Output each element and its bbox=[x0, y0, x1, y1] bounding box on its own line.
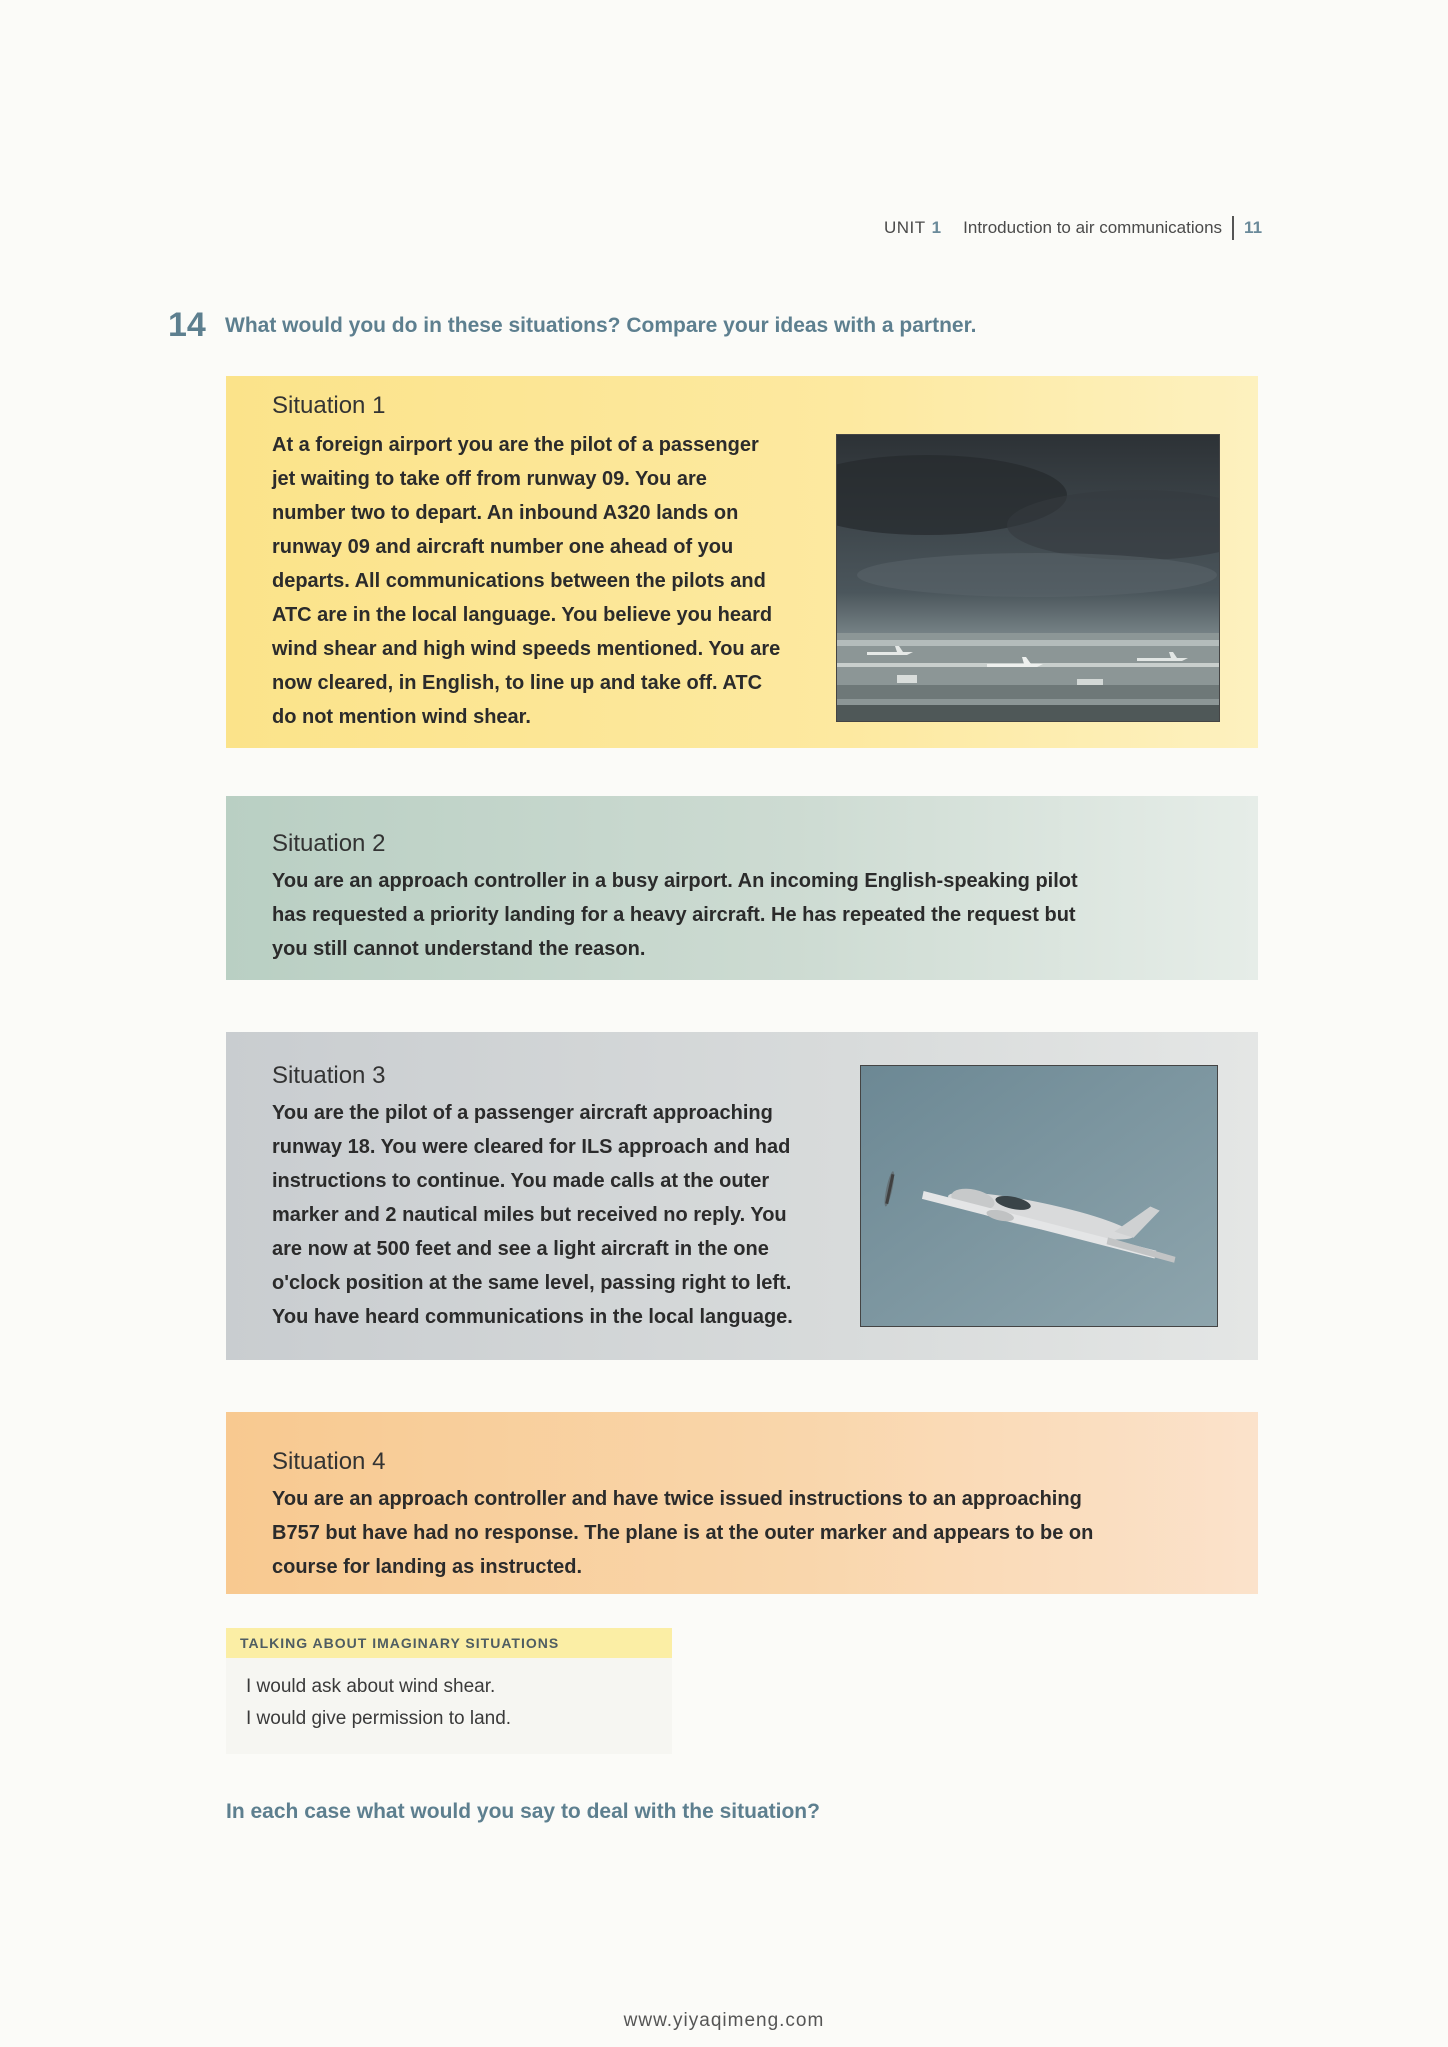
situation-2-text bbox=[272, 864, 1078, 966]
text-line: You are an approach controller and have twice issued instructions to an approaching bbox=[272, 1488, 1082, 1510]
unit-title: Introduction to air communications bbox=[963, 218, 1223, 237]
text-line: B757 but have had no response. The plane is at the outer marker and appears to be on bbox=[272, 1522, 1094, 1544]
text-line: now cleared, in English, to line up and take off. ATC bbox=[272, 672, 763, 694]
language-box-body bbox=[226, 1658, 672, 1754]
situation-1-heading: Situation 1 bbox=[272, 392, 386, 419]
header-divider bbox=[1232, 216, 1234, 240]
text-line: number two to depart. An inbound A320 lands on bbox=[272, 502, 739, 524]
situation-4-box bbox=[226, 1412, 1258, 1594]
language-example: I would ask about wind shear. bbox=[246, 1676, 496, 1697]
exercise-instruction: What would you do in these situations? Compare your ideas with a partner. bbox=[225, 314, 977, 337]
text-line: departs. All communications between the pilots and bbox=[272, 570, 766, 592]
light-aircraft-photo bbox=[860, 1065, 1218, 1327]
exercise-number: 14 bbox=[168, 306, 206, 344]
text-line: runway 18. You were cleared for ILS approach and had bbox=[272, 1136, 791, 1158]
situation-4-text bbox=[272, 1482, 1093, 1584]
text-line: At a foreign airport you are the pilot of a passenger bbox=[272, 434, 759, 456]
text-line: course for landing as instructed. bbox=[272, 1556, 583, 1578]
text-line: has requested a priority landing for a heavy aircraft. He has repeated the request but bbox=[272, 904, 1076, 926]
text-line: instructions to continue. You made calls at the outer bbox=[272, 1170, 770, 1192]
situation-2-heading: Situation 2 bbox=[272, 830, 386, 857]
text-line: o'clock position at the same level, passing right to left. bbox=[272, 1272, 792, 1294]
language-example: I would give permission to land. bbox=[246, 1708, 512, 1729]
unit-label: UNIT bbox=[884, 218, 926, 237]
text-line: wind shear and high wind speeds mentioned. You are bbox=[272, 638, 781, 660]
text-line: are now at 500 feet and see a light aircraft in the one bbox=[272, 1238, 769, 1260]
situation-2-box bbox=[226, 796, 1258, 980]
text-line: do not mention wind shear. bbox=[272, 706, 531, 728]
situation-3-text bbox=[272, 1096, 793, 1334]
situation-3-heading: Situation 3 bbox=[272, 1062, 386, 1089]
text-line: you still cannot understand the reason. bbox=[272, 938, 646, 960]
stormy-airport-photo bbox=[836, 434, 1220, 722]
footer-url: www.yiyaqimeng.com bbox=[623, 2010, 825, 2031]
running-header bbox=[884, 214, 1324, 242]
text-line: marker and 2 nautical miles but received no reply. You bbox=[272, 1204, 787, 1226]
text-line: You are an approach controller in a busy airport. An incoming English-speaking pilot bbox=[272, 870, 1078, 892]
text-line: You have heard communications in the local language. bbox=[272, 1306, 793, 1328]
text-line: You are the pilot of a passenger aircraft approaching bbox=[272, 1102, 773, 1124]
text-line: jet waiting to take off from runway 09. You are bbox=[272, 468, 707, 490]
text-line: runway 09 and aircraft number one ahead of you bbox=[272, 536, 734, 558]
language-box-title: TALKING ABOUT IMAGINARY SITUATIONS bbox=[226, 1628, 672, 1658]
page-number: 11 bbox=[1244, 218, 1263, 237]
unit-number: 1 bbox=[931, 218, 942, 237]
situation-1-text bbox=[272, 428, 780, 734]
followup-question: In each case what would you say to deal with the situation? bbox=[226, 1800, 820, 1823]
text-line: ATC are in the local language. You believe you heard bbox=[272, 604, 773, 626]
situation-4-heading: Situation 4 bbox=[272, 1448, 386, 1475]
